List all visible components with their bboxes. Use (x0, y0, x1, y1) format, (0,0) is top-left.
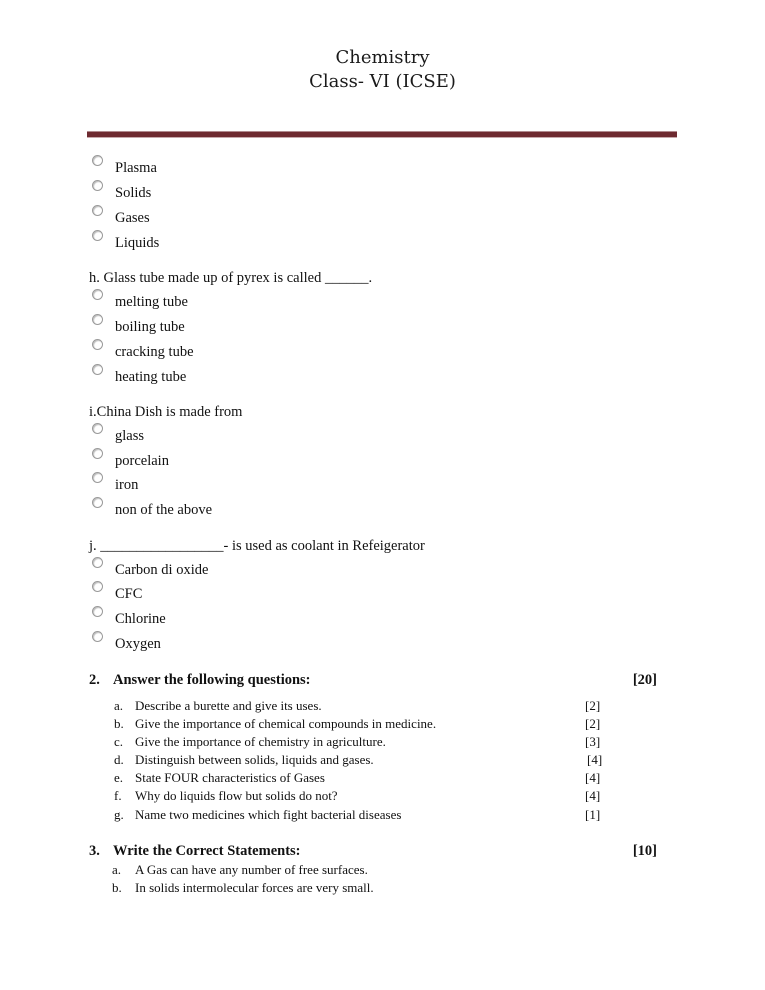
radio-icon[interactable] (92, 180, 103, 191)
radio-icon[interactable] (92, 230, 103, 241)
radio-icon[interactable] (92, 423, 103, 434)
radio-icon[interactable] (92, 155, 103, 166)
radio-icon[interactable] (92, 472, 103, 483)
radio-icon[interactable] (92, 364, 103, 375)
section-title: Answer the following questions: (113, 672, 311, 688)
document-subtitle: Class- VI (ICSE) (309, 71, 456, 92)
document-header (0, 46, 765, 94)
section-marks: [10] (632, 843, 657, 859)
radio-icon[interactable] (92, 631, 103, 642)
radio-icon[interactable] (92, 314, 103, 325)
question-i: i.China Dish is made from (89, 404, 243, 420)
radio-icon[interactable] (92, 448, 103, 459)
section-number: 2. (89, 672, 100, 688)
radio-icon[interactable] (92, 581, 103, 592)
radio-icon[interactable] (92, 557, 103, 568)
radio-icon[interactable] (92, 289, 103, 300)
section-marks: [20] (632, 672, 657, 688)
document-title: Chemistry (335, 47, 430, 68)
radio-icon[interactable] (92, 205, 103, 216)
question-j: j. _________________- is used as coolant in Refeigerator (89, 538, 425, 554)
question-h: h. Glass tube made up of pyrex is called ______. (89, 270, 373, 286)
radio-icon[interactable] (92, 339, 103, 350)
header-divider (87, 131, 677, 138)
section-number: 3. (89, 843, 100, 859)
radio-icon[interactable] (92, 606, 103, 617)
radio-icon[interactable] (92, 497, 103, 508)
section-title: Write the Correct Statements: (113, 843, 301, 859)
